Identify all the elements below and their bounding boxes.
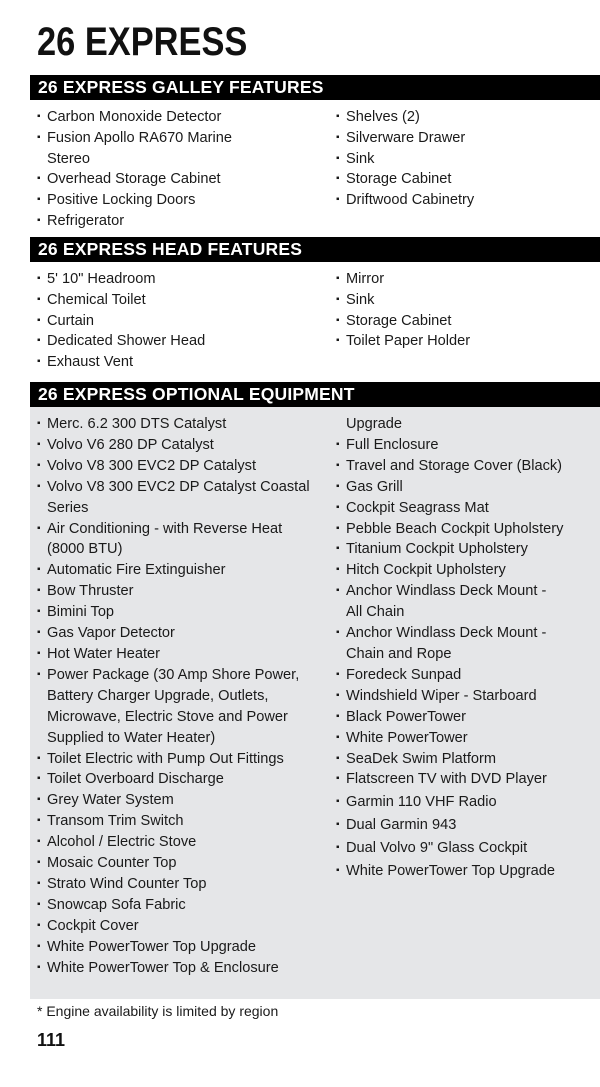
list-item: ▪ Strato Wind Counter Top — [37, 874, 333, 895]
list-item: ▪ White PowerTower Top Upgrade — [336, 861, 598, 882]
list-item-continuation: Chain and Rope — [346, 645, 452, 662]
list-item: ▪ Storage Cabinet — [336, 169, 598, 190]
list-item: ▪ Travel and Storage Cover (Black) — [336, 456, 598, 477]
list-item-continuation: Supplied to Water Heater) — [47, 729, 216, 746]
list-item: ▪ Storage Cabinet — [336, 311, 598, 332]
list-item: ▪ Shelves (2) — [336, 107, 598, 128]
galley-features-heading: 26 EXPRESS GALLEY FEATURES — [30, 75, 600, 100]
list-item: ▪ Snowcap Sofa Fabric — [37, 895, 333, 916]
list-item: ▪ Chemical Toilet — [37, 290, 327, 311]
optional-equipment-right-list — [336, 414, 598, 882]
list-item: ▪ White PowerTower Top Upgrade — [37, 937, 333, 958]
list-item-continuation: Series — [47, 499, 89, 516]
list-item: ▪ Alcohol / Electric Stove — [37, 832, 333, 853]
list-item: ▪ Black PowerTower — [336, 707, 598, 728]
head-features-left-list — [37, 269, 327, 373]
list-item: ▪ Curtain — [37, 311, 327, 332]
list-item: ▪ Toilet Paper Holder — [336, 331, 598, 352]
list-item-continuation: All Chain — [346, 604, 405, 621]
head-features-right-list — [336, 269, 598, 352]
list-item: ▪ White PowerTower — [336, 728, 598, 749]
list-item: ▪ Dual Volvo 9" Glass Cockpit — [336, 838, 598, 859]
galley-features-left-list — [37, 107, 327, 232]
list-item: ▪ Automatic Fire Extinguisher — [37, 560, 333, 581]
list-item: ▪ Titanium Cockpit Upholstery — [336, 539, 598, 560]
list-item: ▪ White PowerTower Top & Enclosure — [37, 958, 333, 979]
list-item: ▪ Carbon Monoxide Detector — [37, 107, 327, 128]
list-item: ▪ Gas Grill — [336, 477, 598, 498]
list-item: ▪ Anchor Windlass Deck Mount - — [336, 623, 598, 644]
list-item: ▪ Mirror — [336, 269, 598, 290]
list-item: ▪ Gas Vapor Detector — [37, 623, 333, 644]
list-item: ▪ Bow Thruster — [37, 581, 333, 602]
list-item: ▪ Positive Locking Doors — [37, 190, 327, 211]
list-item: ▪ Full Enclosure — [336, 435, 598, 456]
list-item: ▪ Windshield Wiper - Starboard — [336, 686, 598, 707]
list-item: ▪ Volvo V8 300 EVC2 DP Catalyst — [37, 456, 333, 477]
list-item: ▪ Cockpit Seagrass Mat — [336, 498, 598, 519]
list-item: ▪ Sink — [336, 290, 598, 311]
list-item: ▪ Volvo V8 300 EVC2 DP Catalyst Coastal — [37, 477, 333, 498]
page-number: 111 — [37, 1030, 66, 1050]
list-item: ▪ Foredeck Sunpad — [336, 665, 598, 686]
list-item: ▪ Mosaic Counter Top — [37, 853, 333, 874]
optional-equipment-heading: 26 EXPRESS OPTIONAL EQUIPMENT — [30, 382, 600, 407]
list-item: ▪ Silverware Drawer — [336, 128, 598, 149]
list-item-continuation: (8000 BTU) — [47, 541, 123, 558]
list-item: ▪ Flatscreen TV with DVD Player — [336, 769, 598, 790]
list-item: ▪ Merc. 6.2 300 DTS Catalyst — [37, 414, 333, 435]
list-item: ▪ Transom Trim Switch — [37, 811, 333, 832]
optional-equipment-left-list — [37, 414, 333, 978]
galley-features-right-list — [336, 107, 598, 211]
list-item: ▪ Garmin 110 VHF Radio — [336, 792, 598, 813]
list-item: ▪ Toilet Electric with Pump Out Fittings — [37, 749, 333, 770]
list-item: ▪ Refrigerator — [37, 211, 327, 232]
list-item: ▪ Volvo V6 280 DP Catalyst — [37, 435, 333, 456]
page-title: 26 EXPRESS — [37, 20, 248, 64]
list-item: ▪ Hot Water Heater — [37, 644, 333, 665]
list-item-continuation: Stereo — [47, 150, 90, 167]
list-item: ▪ Bimini Top — [37, 602, 333, 623]
list-item: ▪ Toilet Overboard Discharge — [37, 769, 333, 790]
list-item: ▪ 5' 10" Headroom — [37, 269, 327, 290]
list-item: ▪ Grey Water System — [37, 790, 333, 811]
list-item: ▪ Dedicated Shower Head — [37, 331, 327, 352]
list-item: ▪ Hitch Cockpit Upholstery — [336, 560, 598, 581]
list-item-continuation: Microwave, Electric Stove and Power — [47, 708, 288, 725]
list-item: ▪ Exhaust Vent — [37, 352, 327, 373]
list-item: ▪ SeaDek Swim Platform — [336, 749, 598, 770]
list-item: ▪ Driftwood Cabinetry — [336, 190, 598, 211]
list-item: ▪ Air Conditioning - with Reverse Heat — [37, 519, 333, 540]
list-item: ▪ Overhead Storage Cabinet — [37, 169, 327, 190]
head-features-heading: 26 EXPRESS HEAD FEATURES — [30, 237, 600, 262]
list-item: ▪ Sink — [336, 149, 598, 170]
list-item: ▪ Dual Garmin 943 — [336, 815, 598, 836]
list-item: ▪ Pebble Beach Cockpit Upholstery — [336, 519, 598, 540]
list-item: ▪ Anchor Windlass Deck Mount - — [336, 581, 598, 602]
list-item-continuation: Battery Charger Upgrade, Outlets, — [47, 687, 269, 704]
list-item: ▪ Cockpit Cover — [37, 916, 333, 937]
engine-availability-footnote: * Engine availability is limited by region — [37, 1003, 279, 1019]
list-item-continuation: Upgrade — [346, 416, 402, 432]
list-item: ▪ Power Package (30 Amp Shore Power, — [37, 665, 333, 686]
list-item: ▪ Fusion Apollo RA670 Marine — [37, 128, 327, 149]
